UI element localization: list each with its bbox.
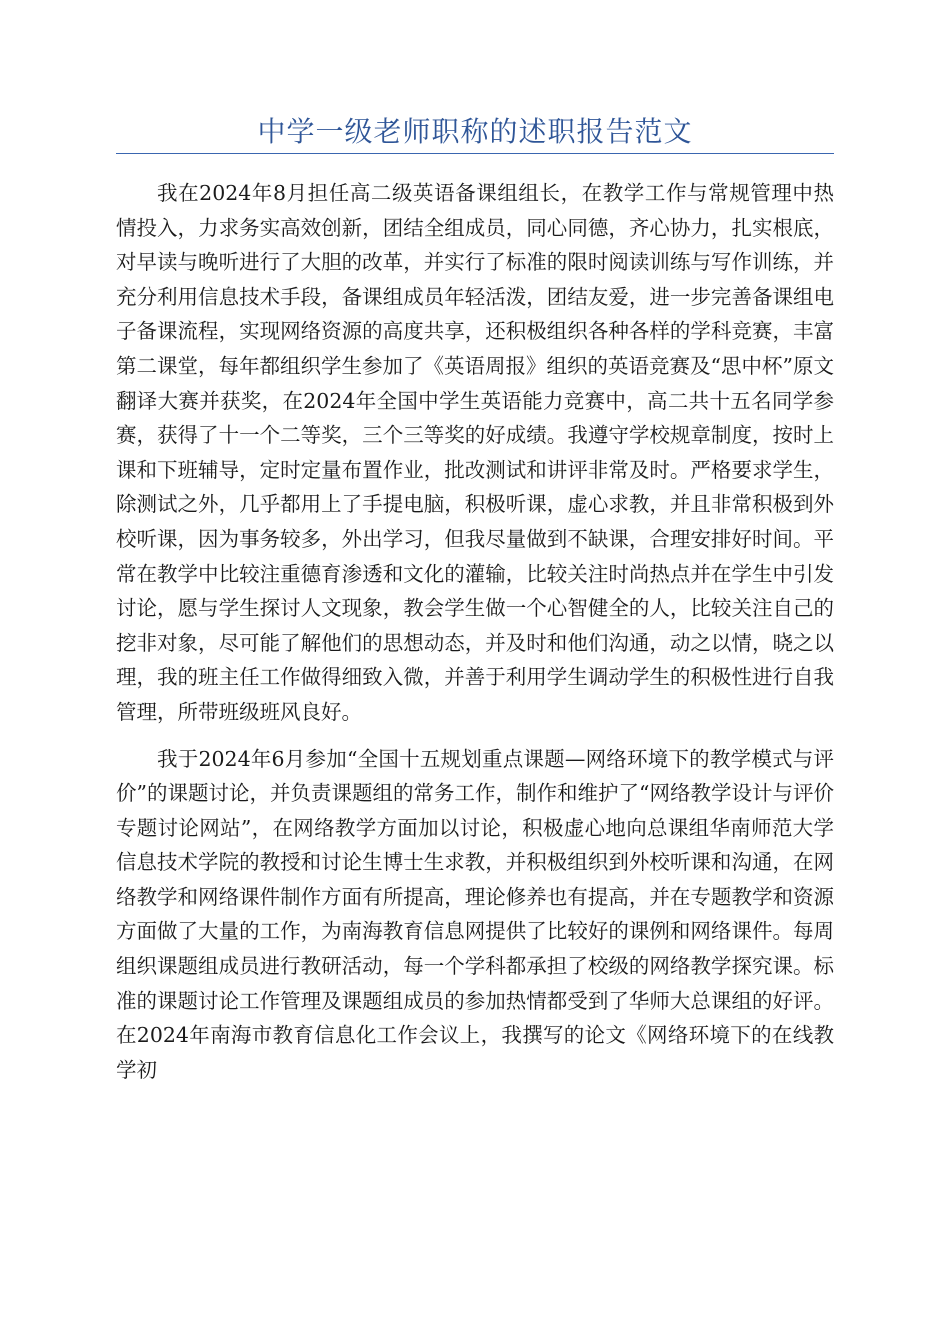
document-body <box>116 176 834 1087</box>
paragraph-1: 我在2024年8月担任高二级英语备课组组长，在教学工作与常规管理中热情投入，力求务实高效创新，团结全组成员，同心同德，齐心协力，扎实根底，对早读与晚听进行了大胆的改革，并实行了标准的限时阅读训练与写作训练，并充分利用信息技术手段，备课组成员年轻活泼，团结友爱，进一步完善备课组电子备课流程，实现网络资源的高度共享，还积极组织各种各样的学科竞赛，丰富第二课堂，每年都组织学生参加了《英语周报》组织的英语竞赛及“思中杯”原文翻译大赛并获奖，在2024年全国中学生英语能力竞赛中，高二共十五名同学参赛，获得了十一个二等奖，三个三等奖的好成绩。我遵守学校规章制度，按时上课和下班辅导，定时定量布置作业，批改测试和讲评非常及时。严格要求学生，除测试之外，几乎都用上了手提电脑，积极听课，虚心求教，并且非常积极到外校听课，因为事务较多，外出学习，但我尽量做到不缺课，合理安排好时间。平常在教学中比较注重德育渗透和文化的灌输，比较关注时尚热点并在学生中引发讨论，愿与学生探讨人文现象，教会学生做一个心智健全的人，比较关注自己的挖非对象，尽可能了解他们的思想动态，并及时和他们沟通，动之以情，晓之以理，我的班主任工作做得细致入微，并善于利用学生调动学生的积极性进行自我管理，所带班级班风良好。 <box>116 181 834 724</box>
paragraph-2: 我于2024年6月参加“全国十五规划重点课题—网络环境下的教学模式与评价”的课题讨论，并负责课题组的常务工作，制作和维护了“网络教学设计与评价专题讨论网站”，在网络教学方面加以讨论，积极虚心地向总课组华南师范大学信息技术学院的教授和讨论生博士生求教，并积极组织到外校听课和沟通，在网络教学和网络课件制作方面有所提高，理论修养也有提高，并在专题教学和资源方面做了大量的工作，为南海教育信息网提供了比较好的课例和网络课件。每周组织课题组成员进行教研活动，每一个学科都承担了校级的网络教学探究课。标准的课题讨论工作管理及课题组成员的参加热情都受到了华师大总课组的好评。在2024年南海市教育信息化工作会议上，我撰写的论文《网络环境下的在线教学初 <box>116 746 834 1082</box>
document-title: 中学一级老师职称的述职报告范文 <box>257 115 693 148</box>
title-underline <box>116 153 834 154</box>
